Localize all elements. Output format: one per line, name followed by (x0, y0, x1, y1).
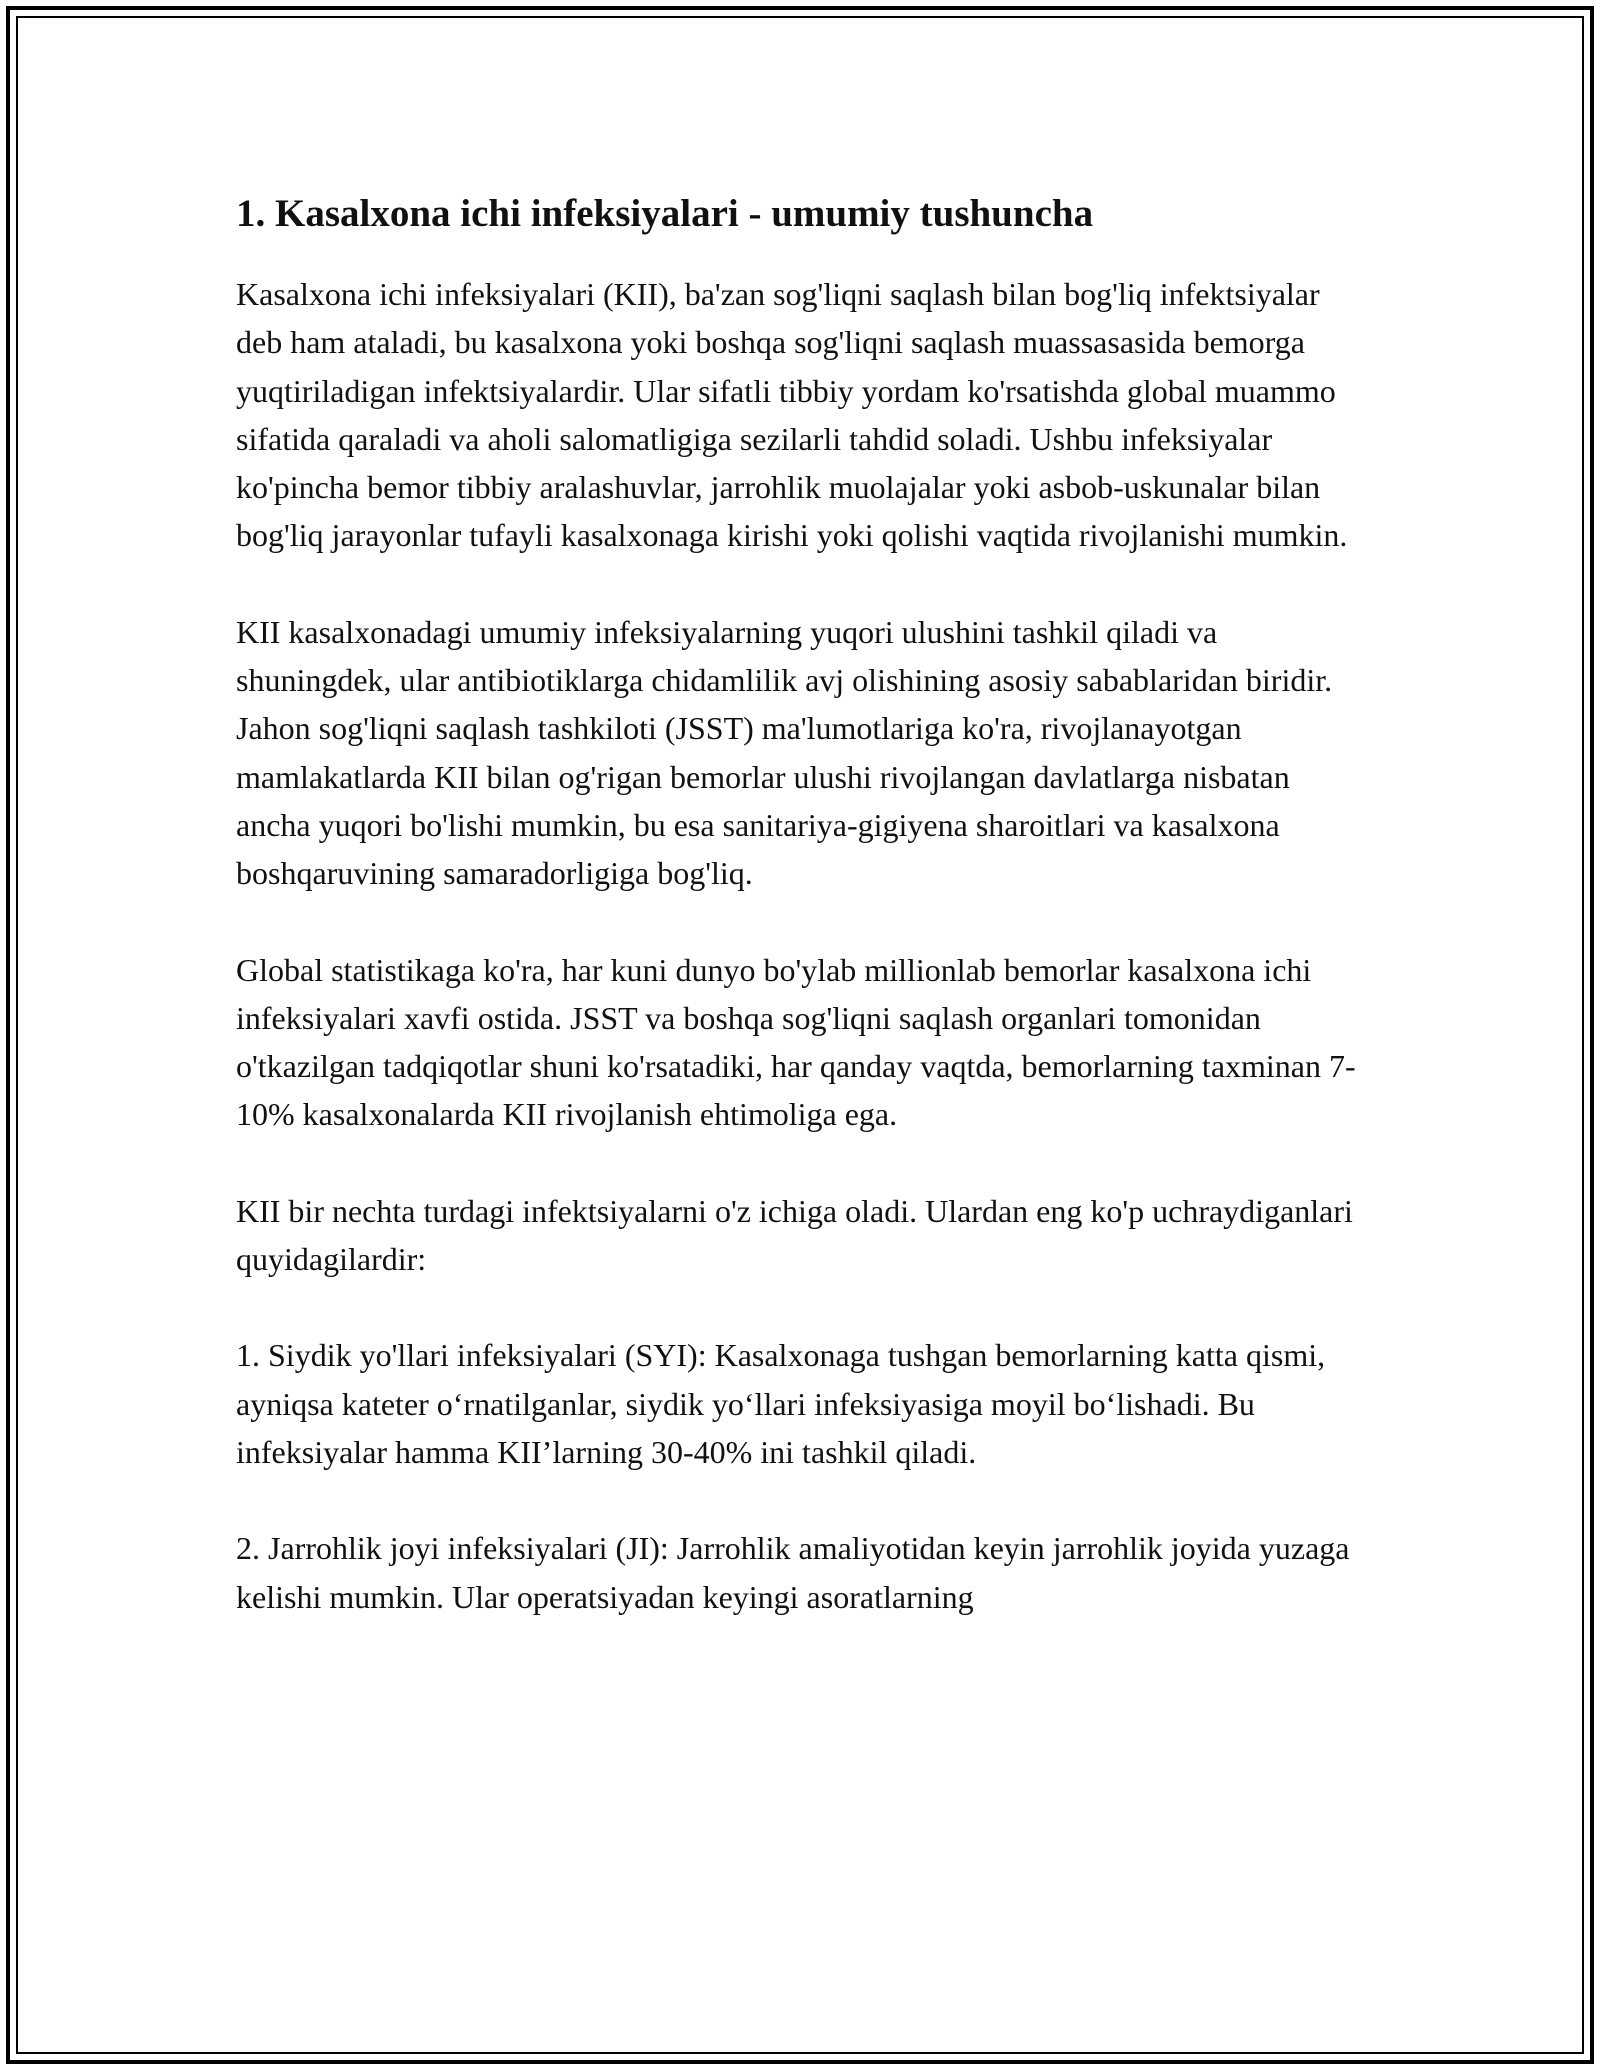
list-item-urinary-tract: 1. Siydik yo'llari infeksiyalari (SYI): Kasalxonaga tushgan bemorlarning katta qismi, ayniqsa kateter oʻrnatilganlar, siydik yoʻllari infeksiyasiga moyil boʻlishadi. Bu infeksiyalar hamma KII’larning 30-40% ini tashkil qiladi. (236, 1337, 1326, 1470)
paragraph-statistics: Global statistikaga ko'ra, har kuni dunyo bo'ylab millionlab bemorlar kasalxona ichi infeksiyalari xavfi ostida. JSST va boshqa sog'liqni saqlash organlari tomonidan o'tkazilgan tadqiqotlar shuni ko'rsatadiki, har qanday vaqtda, bemorlarning taxminan 7-10% kasalxonalarda KII rivojlanish ehtimoliga ega. (236, 951, 1356, 1133)
list-item-surgical-site: 2. Jarrohlik joyi infeksiyalari (JI): Jarrohlik amaliyotidan keyin jarrohlik joyida yuzaga kelishi mumkin. Ular operatsiyadan keyingi asoratlarning (236, 1530, 1350, 1615)
section-heading: 1. Kasalxona ichi infeksiyalari - umumiy tushuncha (236, 192, 1094, 235)
document-body (236, 188, 1366, 1669)
paragraph-share: KII kasalxonadagi umumiy infeksiyalarning yuqori ulushini tashkil qiladi va shuningdek, ular antibiotiklarga chidamlilik avj olishining asosiy sabablaridan biridir. Jahon sog'liqni saqlash tashkiloti (JSST) ma'lumotlariga ko'ra, rivojlanayotgan mamlakatlarda KII bilan og'rigan bemorlar ulushi rivojlangan davlatlarga nisbatan ancha yuqori bo'lishi mumkin, bu esa sanitariya-gigiyena sharoitlari va kasalxona boshqaruvining samaradorligiga bog'liq. (236, 613, 1333, 892)
paragraph-types-intro: KII bir nechta turdagi infektsiyalarni o'z ichiga oladi. Ulardan eng ko'p uchraydiganlari quyidagilardir: (236, 1192, 1353, 1278)
paragraph-intro: Kasalxona ichi infeksiyalari (KII), ba'zan sog'liqni saqlash bilan bog'liq infektsiyalar deb ham ataladi, bu kasalxona yoki boshqa sog'liqni saqlash muassasasida bemorga yuqtiriladigan infektsiyalardir. Ular sifatli tibbiy yordam ko'rsatishda global muammo sifatida qaraladi va aholi salomatligiga sezilarli tahdid soladi. Ushbu infeksiyalar ko'pincha bemor tibbiy aralashuvlar, jarrohlik muolajalar yoki asbob-uskunalar bilan bog'liq jarayonlar tufayli kasalxonaga kirishi yoki qolishi vaqtida rivojlanishi mumkin. (236, 276, 1348, 554)
